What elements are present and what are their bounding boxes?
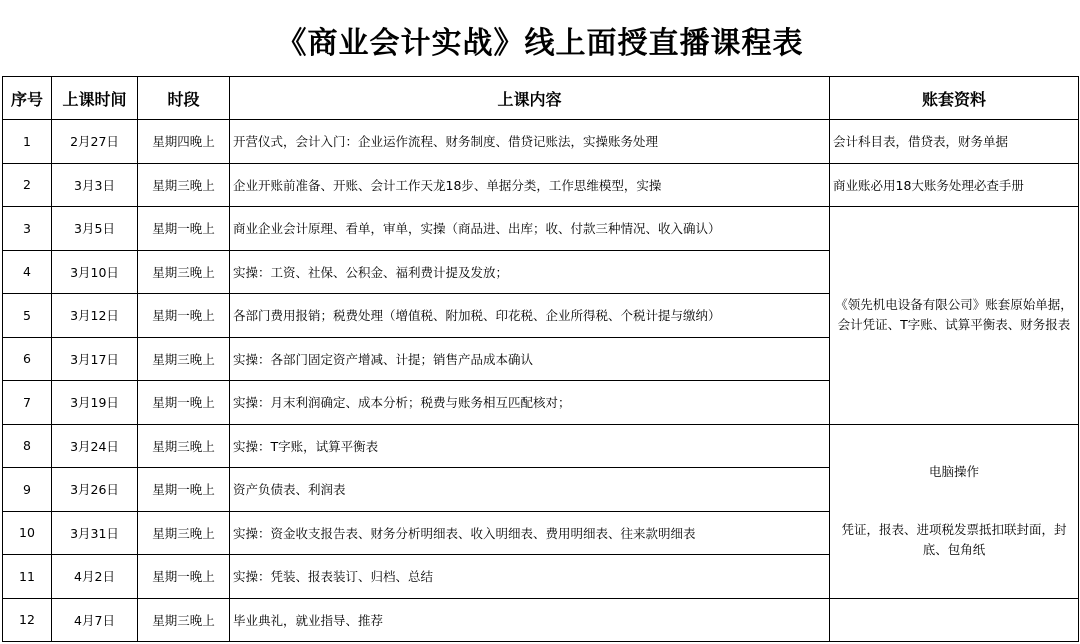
- row-date: 4月2日: [52, 555, 138, 599]
- row-materials: [830, 598, 1079, 642]
- row-no: 2: [3, 163, 52, 207]
- row-period: 星期三晚上: [138, 511, 230, 555]
- row-content: 实操：凭装、报表装订、归档、总结: [230, 555, 830, 599]
- row-no: 9: [3, 468, 52, 512]
- row-no: 7: [3, 381, 52, 425]
- row-content: 企业开账前准备、开账、会计工作天龙18步、单据分类，工作思维模型，实操: [230, 163, 830, 207]
- row-no: 5: [3, 294, 52, 338]
- row-period: 星期一晚上: [138, 468, 230, 512]
- row-content: 实操：T字账，试算平衡表: [230, 424, 830, 468]
- row-no: 6: [3, 337, 52, 381]
- row-content: 实操：月末利润确定、成本分析；税费与账务相互匹配核对；: [230, 381, 830, 425]
- row-period: 星期三晚上: [138, 163, 230, 207]
- table-row: [3, 207, 1079, 251]
- row-content: 实操：资金收支报告表、财务分析明细表、收入明细表、费用明细表、往来款明细表: [230, 511, 830, 555]
- materials-computer-items: 凭证，报表、进项税发票抵扣联封面，封底、包角纸: [841, 522, 1067, 557]
- row-date: 3月5日: [52, 207, 138, 251]
- row-no: 10: [3, 511, 52, 555]
- row-period: 星期一晚上: [138, 381, 230, 425]
- row-no: 3: [3, 207, 52, 251]
- row-content: 开营仪式，会计入门：企业运作流程、财务制度、借贷记账法，实操账务处理: [230, 120, 830, 164]
- row-content: 资产负债表、利润表: [230, 468, 830, 512]
- table-header-row: [3, 77, 1079, 120]
- row-no: 8: [3, 424, 52, 468]
- row-period: 星期三晚上: [138, 424, 230, 468]
- row-date: 4月7日: [52, 598, 138, 642]
- row-date: 3月26日: [52, 468, 138, 512]
- header-period: 时段: [138, 77, 230, 120]
- materials-group-ledger: 《领先机电设备有限公司》账套原始单据，会计凭证、T字账、试算平衡表、财务报表: [830, 207, 1079, 425]
- header-date: 上课时间: [52, 77, 138, 120]
- row-materials: 商业账必用18大账务处理必查手册: [830, 163, 1079, 207]
- row-materials: 会计科目表，借贷表，财务单据: [830, 120, 1079, 164]
- row-date: 3月12日: [52, 294, 138, 338]
- row-no: 11: [3, 555, 52, 599]
- row-date: 3月19日: [52, 381, 138, 425]
- materials-computer-title: 电脑操作: [928, 464, 979, 479]
- header-content: 上课内容: [230, 77, 830, 120]
- row-content: 毕业典礼，就业指导、推荐: [230, 598, 830, 642]
- row-date: 3月17日: [52, 337, 138, 381]
- table-row: [3, 598, 1079, 642]
- row-date: 2月27日: [52, 120, 138, 164]
- row-date: 3月24日: [52, 424, 138, 468]
- row-date: 3月3日: [52, 163, 138, 207]
- materials-group-computer: [830, 424, 1079, 598]
- header-no: 序号: [3, 77, 52, 120]
- row-no: 12: [3, 598, 52, 642]
- schedule-table: [2, 76, 1079, 642]
- page-title: 《商业会计实战》线上面授直播课程表: [276, 26, 804, 61]
- header-materials: 账套资料: [830, 77, 1079, 120]
- row-period: 星期一晚上: [138, 207, 230, 251]
- row-content: 商业企业会计原理、看单，审单，实操（商品进、出库；收、付款三种情况、收入确认）: [230, 207, 830, 251]
- row-period: 星期一晚上: [138, 294, 230, 338]
- row-period: 星期四晚上: [138, 120, 230, 164]
- table-row: [3, 424, 1079, 468]
- row-period: 星期三晚上: [138, 337, 230, 381]
- row-content: 实操：工资、社保、公积金、福利费计提及发放；: [230, 250, 830, 294]
- row-date: 3月31日: [52, 511, 138, 555]
- row-period: 星期三晚上: [138, 250, 230, 294]
- row-content: 实操：各部门固定资产增减、计提；销售产品成本确认: [230, 337, 830, 381]
- row-no: 4: [3, 250, 52, 294]
- table-row: [3, 163, 1079, 207]
- row-content: 各部门费用报销；税费处理（增值税、附加税、印花税、企业所得税、个税计提与缴纳）: [230, 294, 830, 338]
- table-row: [3, 120, 1079, 164]
- row-period: 星期三晚上: [138, 598, 230, 642]
- row-period: 星期一晚上: [138, 555, 230, 599]
- row-date: 3月10日: [52, 250, 138, 294]
- row-no: 1: [3, 120, 52, 164]
